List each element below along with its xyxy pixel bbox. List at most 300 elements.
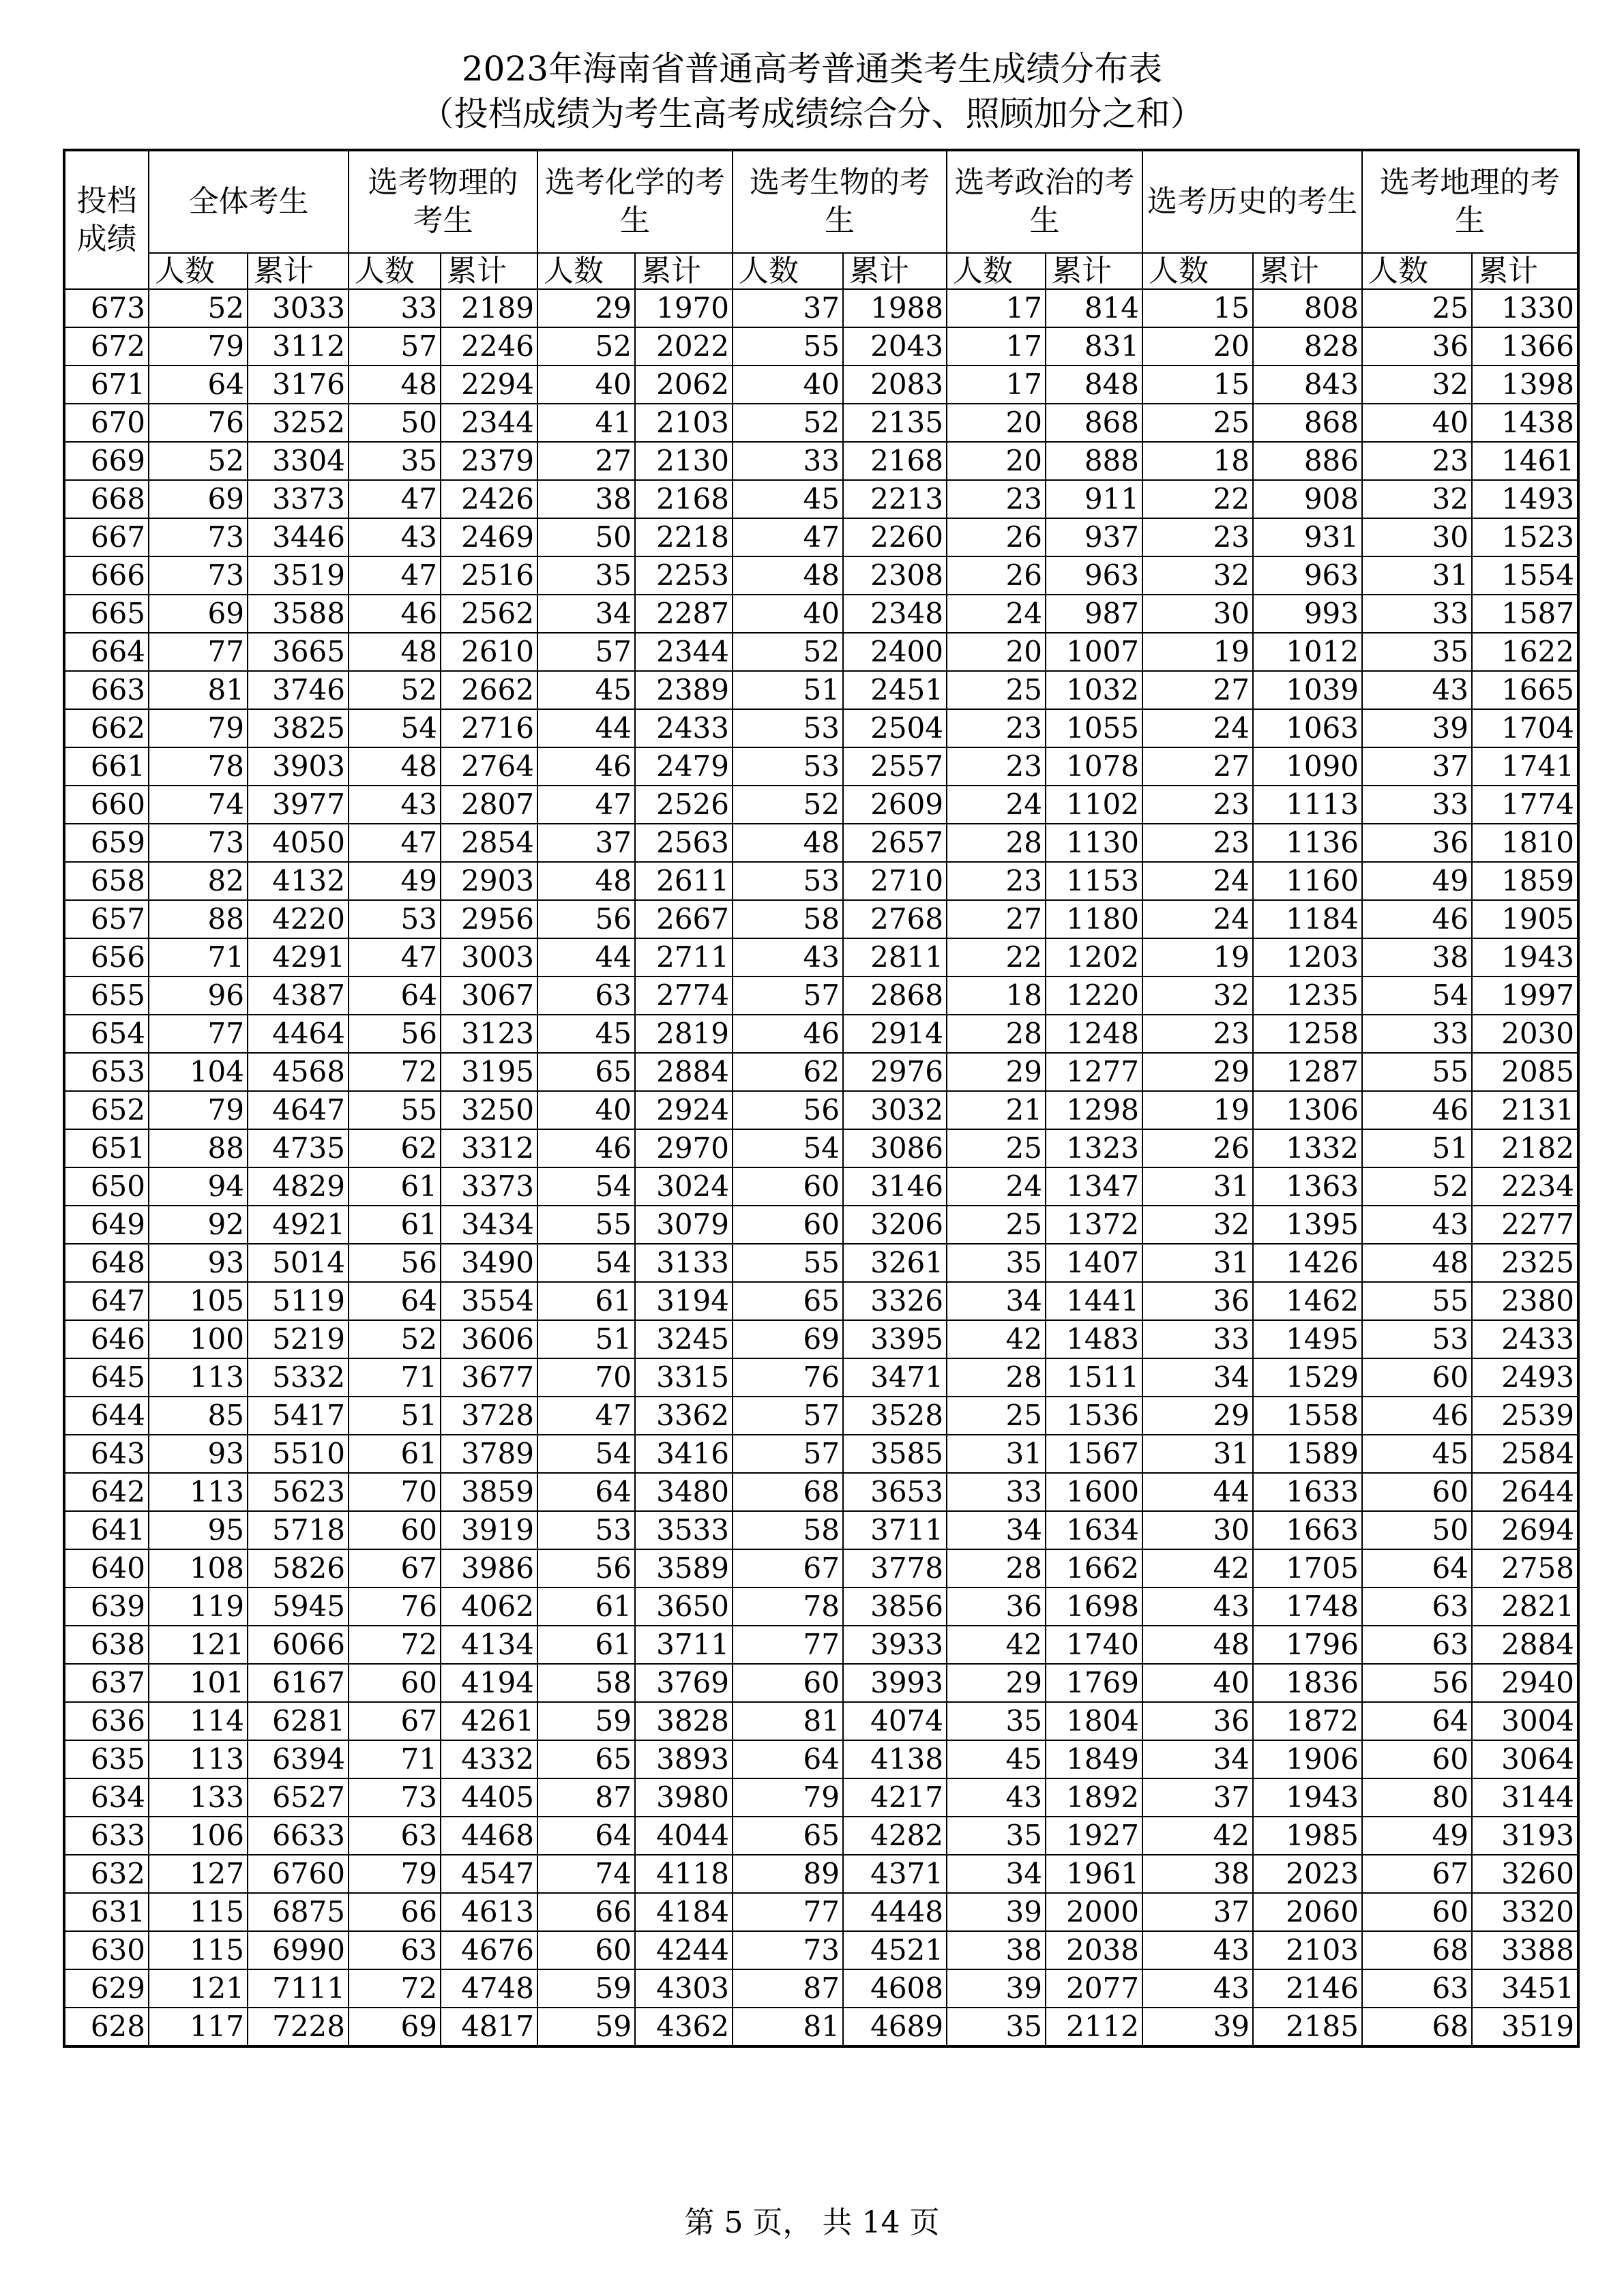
count-cell: 77 bbox=[733, 1893, 843, 1931]
count-cell: 61 bbox=[349, 1435, 441, 1473]
score-cell: 645 bbox=[64, 1358, 149, 1397]
count-cell: 20 bbox=[947, 442, 1046, 480]
count-cell: 54 bbox=[537, 1244, 635, 1282]
table-row bbox=[64, 1015, 1578, 1053]
cumulative-cell: 3245 bbox=[635, 1320, 733, 1358]
count-cell: 36 bbox=[947, 1587, 1046, 1626]
count-cell: 55 bbox=[1362, 1282, 1472, 1320]
count-cell: 70 bbox=[349, 1473, 441, 1511]
count-cell: 40 bbox=[1362, 404, 1472, 442]
count-cell: 55 bbox=[1362, 1053, 1472, 1091]
count-cell: 63 bbox=[349, 1931, 441, 1969]
cumulative-cell: 1796 bbox=[1253, 1626, 1362, 1664]
count-cell: 47 bbox=[537, 1397, 635, 1435]
count-cell: 127 bbox=[149, 1855, 248, 1893]
count-cell: 34 bbox=[537, 595, 635, 633]
cumulative-cell: 2774 bbox=[635, 976, 733, 1015]
score-cell: 635 bbox=[64, 1740, 149, 1778]
count-cell: 51 bbox=[349, 1397, 441, 1435]
cumulative-cell: 1600 bbox=[1046, 1473, 1142, 1511]
score-cell: 636 bbox=[64, 1702, 149, 1740]
table-row bbox=[64, 1282, 1578, 1320]
score-cell: 655 bbox=[64, 976, 149, 1015]
table-row bbox=[64, 595, 1578, 633]
cumulative-cell: 2662 bbox=[441, 671, 537, 709]
cumulative-cell: 3789 bbox=[441, 1435, 537, 1473]
table-body bbox=[64, 289, 1578, 2046]
cumulative-cell: 908 bbox=[1253, 480, 1362, 518]
cumulative-cell: 7228 bbox=[248, 2008, 349, 2046]
count-cell: 79 bbox=[149, 709, 248, 747]
score-cell: 654 bbox=[64, 1015, 149, 1053]
table-row bbox=[64, 938, 1578, 976]
cumulative-cell: 911 bbox=[1046, 480, 1142, 518]
cumulative-cell: 993 bbox=[1253, 595, 1362, 633]
score-cell: 640 bbox=[64, 1549, 149, 1587]
cumulative-cell: 2348 bbox=[843, 595, 947, 633]
cumulative-cell: 1558 bbox=[1253, 1397, 1362, 1435]
count-cell: 45 bbox=[733, 480, 843, 518]
table-row bbox=[64, 1091, 1578, 1129]
score-cell: 656 bbox=[64, 938, 149, 976]
count-cell: 113 bbox=[149, 1740, 248, 1778]
count-cell: 92 bbox=[149, 1206, 248, 1244]
count-cell: 23 bbox=[947, 862, 1046, 900]
count-cell: 46 bbox=[1362, 1397, 1472, 1435]
score-cell: 660 bbox=[64, 786, 149, 824]
count-cell: 42 bbox=[1142, 1549, 1253, 1587]
cumulative-cell: 3146 bbox=[843, 1167, 947, 1206]
group-header-label: 选考历史的考生 bbox=[1147, 184, 1357, 219]
cumulative-cell: 814 bbox=[1046, 289, 1142, 327]
table-row bbox=[64, 786, 1578, 824]
count-cell: 29 bbox=[947, 1053, 1046, 1091]
cumulative-cell: 1130 bbox=[1046, 824, 1142, 862]
cumulative-cell: 1363 bbox=[1253, 1167, 1362, 1206]
count-cell: 96 bbox=[149, 976, 248, 1015]
table-row bbox=[64, 1206, 1578, 1244]
cumulative-cell: 2479 bbox=[635, 747, 733, 786]
count-cell: 24 bbox=[1142, 900, 1253, 938]
cumulative-cell: 2940 bbox=[1472, 1664, 1578, 1702]
cumulative-cell: 2970 bbox=[635, 1129, 733, 1167]
score-cell: 669 bbox=[64, 442, 149, 480]
count-cell: 57 bbox=[733, 1397, 843, 1435]
count-cell: 67 bbox=[733, 1549, 843, 1587]
cumulative-cell: 1202 bbox=[1046, 938, 1142, 976]
cumulative-cell: 1347 bbox=[1046, 1167, 1142, 1206]
count-cell: 30 bbox=[1142, 595, 1253, 633]
cumulative-cell: 1859 bbox=[1472, 862, 1578, 900]
cumulative-cell: 2112 bbox=[1046, 2008, 1142, 2046]
count-cell: 55 bbox=[349, 1091, 441, 1129]
count-cell: 115 bbox=[149, 1893, 248, 1931]
count-cell: 28 bbox=[947, 1015, 1046, 1053]
count-cell: 52 bbox=[149, 442, 248, 480]
cumulative-cell: 3416 bbox=[635, 1435, 733, 1473]
cumulative-cell: 3086 bbox=[843, 1129, 947, 1167]
count-cell: 43 bbox=[1362, 1206, 1472, 1244]
count-cell: 23 bbox=[1142, 518, 1253, 556]
table-row bbox=[64, 1626, 1578, 1664]
count-cell: 60 bbox=[537, 1931, 635, 1969]
count-cell: 40 bbox=[733, 366, 843, 404]
cumulative-cell: 3903 bbox=[248, 747, 349, 786]
cumulative-cell: 3665 bbox=[248, 633, 349, 671]
count-cell: 35 bbox=[349, 442, 441, 480]
cumulative-cell: 3252 bbox=[248, 404, 349, 442]
cumulative-cell: 1741 bbox=[1472, 747, 1578, 786]
group-header-label: 选考政治的考生 bbox=[954, 165, 1135, 238]
count-cell: 77 bbox=[149, 633, 248, 671]
cumulative-cell: 4608 bbox=[843, 1969, 947, 2008]
count-cell: 79 bbox=[733, 1778, 843, 1817]
cumulative-cell: 1567 bbox=[1046, 1435, 1142, 1473]
cumulative-cell: 1662 bbox=[1046, 1549, 1142, 1587]
score-distribution-table bbox=[63, 149, 1580, 2048]
cumulative-cell: 4044 bbox=[635, 1817, 733, 1855]
cumulative-cell: 2344 bbox=[441, 404, 537, 442]
cumulative-cell: 2884 bbox=[1472, 1626, 1578, 1664]
cumulative-cell: 1943 bbox=[1472, 938, 1578, 976]
count-cell: 61 bbox=[537, 1587, 635, 1626]
cumulative-cell: 1407 bbox=[1046, 1244, 1142, 1282]
cumulative-cell: 2610 bbox=[441, 633, 537, 671]
group-header-label: 选考物理的考生 bbox=[368, 165, 518, 238]
count-cell: 26 bbox=[947, 518, 1046, 556]
cumulative-cell: 1203 bbox=[1253, 938, 1362, 976]
count-cell: 32 bbox=[1362, 366, 1472, 404]
score-cell: 638 bbox=[64, 1626, 149, 1664]
cumulative-cell: 2218 bbox=[635, 518, 733, 556]
count-cell: 64 bbox=[1362, 1702, 1472, 1740]
cumulative-cell: 4817 bbox=[441, 2008, 537, 2046]
cumulative-cell: 1113 bbox=[1253, 786, 1362, 824]
cumulative-cell: 1039 bbox=[1253, 671, 1362, 709]
cumulative-cell: 963 bbox=[1253, 556, 1362, 595]
cumulative-cell: 868 bbox=[1253, 404, 1362, 442]
score-cell: 664 bbox=[64, 633, 149, 671]
cumulative-cell: 3778 bbox=[843, 1549, 947, 1587]
cumulative-cell: 5510 bbox=[248, 1435, 349, 1473]
cumulative-cell: 3033 bbox=[248, 289, 349, 327]
cumulative-cell: 3304 bbox=[248, 442, 349, 480]
cumulative-cell: 2451 bbox=[843, 671, 947, 709]
cumulative-cell: 2526 bbox=[635, 786, 733, 824]
count-cell: 119 bbox=[149, 1587, 248, 1626]
cumulative-cell: 1511 bbox=[1046, 1358, 1142, 1397]
count-cell: 58 bbox=[733, 900, 843, 938]
cumulative-cell: 3828 bbox=[635, 1702, 733, 1740]
cumulative-cell: 1153 bbox=[1046, 862, 1142, 900]
count-cell: 73 bbox=[149, 556, 248, 595]
cumulative-cell: 3004 bbox=[1472, 1702, 1578, 1740]
cumulative-cell: 4547 bbox=[441, 1855, 537, 1893]
cumulative-cell: 3585 bbox=[843, 1435, 947, 1473]
count-subheader: 人数 bbox=[733, 253, 843, 289]
count-cell: 63 bbox=[1362, 1587, 1472, 1626]
count-cell: 29 bbox=[947, 1664, 1046, 1702]
table-row bbox=[64, 671, 1578, 709]
count-cell: 53 bbox=[733, 709, 843, 747]
table-row bbox=[64, 1473, 1578, 1511]
cumulative-cell: 3728 bbox=[441, 1397, 537, 1435]
count-cell: 44 bbox=[537, 938, 635, 976]
count-cell: 23 bbox=[947, 709, 1046, 747]
cumulative-cell: 5119 bbox=[248, 1282, 349, 1320]
count-cell: 64 bbox=[349, 976, 441, 1015]
table-row bbox=[64, 1129, 1578, 1167]
count-cell: 27 bbox=[1142, 671, 1253, 709]
count-cell: 72 bbox=[349, 1053, 441, 1091]
count-cell: 56 bbox=[349, 1015, 441, 1053]
count-cell: 46 bbox=[1362, 900, 1472, 938]
table-row bbox=[64, 1969, 1578, 2008]
cumulative-cell: 2325 bbox=[1472, 1244, 1578, 1282]
count-cell: 20 bbox=[1142, 327, 1253, 366]
cumulative-cell: 2768 bbox=[843, 900, 947, 938]
cumulative-cell: 1298 bbox=[1046, 1091, 1142, 1129]
count-cell: 49 bbox=[349, 862, 441, 900]
count-cell: 100 bbox=[149, 1320, 248, 1358]
table-row bbox=[64, 442, 1578, 480]
count-cell: 69 bbox=[149, 480, 248, 518]
score-cell: 651 bbox=[64, 1129, 149, 1167]
cumulative-cell: 828 bbox=[1253, 327, 1362, 366]
count-cell: 108 bbox=[149, 1549, 248, 1587]
cumulative-cell: 2182 bbox=[1472, 1129, 1578, 1167]
count-cell: 79 bbox=[149, 327, 248, 366]
count-cell: 64 bbox=[149, 366, 248, 404]
cumulative-cell: 2085 bbox=[1472, 1053, 1578, 1091]
count-cell: 57 bbox=[537, 633, 635, 671]
cumulative-cell: 1235 bbox=[1253, 976, 1362, 1015]
cumulative-cell: 3320 bbox=[1472, 1893, 1578, 1931]
count-cell: 30 bbox=[1142, 1511, 1253, 1549]
cumulative-cell: 3746 bbox=[248, 671, 349, 709]
count-cell: 77 bbox=[149, 1015, 248, 1053]
cumulative-cell: 2711 bbox=[635, 938, 733, 976]
cumulative-cell: 4468 bbox=[441, 1817, 537, 1855]
cumulative-cell: 4676 bbox=[441, 1931, 537, 1969]
count-cell: 121 bbox=[149, 1626, 248, 1664]
count-cell: 41 bbox=[537, 404, 635, 442]
cumulative-subheader: 累计 bbox=[635, 253, 733, 289]
cumulative-cell: 4217 bbox=[843, 1778, 947, 1817]
group-header bbox=[149, 150, 349, 253]
count-cell: 33 bbox=[947, 1473, 1046, 1511]
count-cell: 18 bbox=[947, 976, 1046, 1015]
cumulative-cell: 3451 bbox=[1472, 1969, 1578, 2008]
count-cell: 61 bbox=[349, 1206, 441, 1244]
cumulative-cell: 4748 bbox=[441, 1969, 537, 2008]
cumulative-cell: 2294 bbox=[441, 366, 537, 404]
cumulative-cell: 5718 bbox=[248, 1511, 349, 1549]
count-cell: 65 bbox=[733, 1817, 843, 1855]
cumulative-cell: 4647 bbox=[248, 1091, 349, 1129]
count-cell: 78 bbox=[149, 747, 248, 786]
cumulative-cell: 888 bbox=[1046, 442, 1142, 480]
count-cell: 25 bbox=[947, 1397, 1046, 1435]
cumulative-cell: 1330 bbox=[1472, 289, 1578, 327]
count-cell: 66 bbox=[537, 1893, 635, 1931]
count-cell: 74 bbox=[537, 1855, 635, 1893]
count-cell: 67 bbox=[349, 1549, 441, 1587]
cumulative-cell: 2277 bbox=[1472, 1206, 1578, 1244]
cumulative-cell: 1906 bbox=[1253, 1740, 1362, 1778]
cumulative-cell: 3993 bbox=[843, 1664, 947, 1702]
cumulative-cell: 2644 bbox=[1472, 1473, 1578, 1511]
cumulative-cell: 2260 bbox=[843, 518, 947, 556]
table-row bbox=[64, 1435, 1578, 1473]
score-cell: 663 bbox=[64, 671, 149, 709]
cumulative-cell: 4448 bbox=[843, 1893, 947, 1931]
count-cell: 47 bbox=[349, 556, 441, 595]
page-footer bbox=[0, 2203, 1624, 2243]
count-cell: 42 bbox=[1142, 1817, 1253, 1855]
cumulative-cell: 3653 bbox=[843, 1473, 947, 1511]
count-cell: 43 bbox=[1362, 671, 1472, 709]
count-cell: 81 bbox=[733, 1702, 843, 1740]
count-cell: 63 bbox=[1362, 1626, 1472, 1664]
count-cell: 52 bbox=[733, 786, 843, 824]
cumulative-cell: 3711 bbox=[635, 1626, 733, 1664]
table-row bbox=[64, 1587, 1578, 1626]
score-cell: 666 bbox=[64, 556, 149, 595]
count-cell: 69 bbox=[149, 595, 248, 633]
cumulative-cell: 1529 bbox=[1253, 1358, 1362, 1397]
cumulative-cell: 3373 bbox=[248, 480, 349, 518]
cumulative-cell: 6990 bbox=[248, 1931, 349, 1969]
cumulative-cell: 2433 bbox=[635, 709, 733, 747]
count-cell: 35 bbox=[947, 1817, 1046, 1855]
cumulative-cell: 3067 bbox=[441, 976, 537, 1015]
count-cell: 52 bbox=[733, 633, 843, 671]
cumulative-cell: 1366 bbox=[1472, 327, 1578, 366]
table-row bbox=[64, 1740, 1578, 1778]
cumulative-cell: 3024 bbox=[635, 1167, 733, 1206]
count-cell: 57 bbox=[733, 976, 843, 1015]
count-cell: 93 bbox=[149, 1435, 248, 1473]
cumulative-cell: 4282 bbox=[843, 1817, 947, 1855]
cumulative-cell: 5945 bbox=[248, 1587, 349, 1626]
count-cell: 114 bbox=[149, 1702, 248, 1740]
cumulative-cell: 808 bbox=[1253, 289, 1362, 327]
count-cell: 53 bbox=[733, 862, 843, 900]
count-cell: 33 bbox=[349, 289, 441, 327]
count-cell: 38 bbox=[947, 1931, 1046, 1969]
cumulative-cell: 2764 bbox=[441, 747, 537, 786]
cumulative-cell: 3250 bbox=[441, 1091, 537, 1129]
score-cell: 641 bbox=[64, 1511, 149, 1549]
cumulative-cell: 2657 bbox=[843, 824, 947, 862]
cumulative-cell: 4829 bbox=[248, 1167, 349, 1206]
count-cell: 52 bbox=[733, 404, 843, 442]
table-row bbox=[64, 1320, 1578, 1358]
cumulative-cell: 3986 bbox=[441, 1549, 537, 1587]
cumulative-cell: 1493 bbox=[1472, 480, 1578, 518]
count-cell: 48 bbox=[1142, 1626, 1253, 1664]
count-cell: 18 bbox=[1142, 442, 1253, 480]
score-cell: 673 bbox=[64, 289, 149, 327]
table-row bbox=[64, 1167, 1578, 1206]
count-cell: 52 bbox=[537, 327, 635, 366]
score-cell: 634 bbox=[64, 1778, 149, 1817]
cumulative-cell: 1248 bbox=[1046, 1015, 1142, 1053]
count-cell: 106 bbox=[149, 1817, 248, 1855]
count-cell: 24 bbox=[1142, 709, 1253, 747]
cumulative-cell: 4074 bbox=[843, 1702, 947, 1740]
count-cell: 37 bbox=[1142, 1778, 1253, 1817]
count-cell: 19 bbox=[1142, 938, 1253, 976]
count-cell: 105 bbox=[149, 1282, 248, 1320]
count-cell: 69 bbox=[733, 1320, 843, 1358]
count-cell: 33 bbox=[1362, 786, 1472, 824]
cumulative-cell: 3471 bbox=[843, 1358, 947, 1397]
cumulative-cell: 3206 bbox=[843, 1206, 947, 1244]
cumulative-cell: 3032 bbox=[843, 1091, 947, 1129]
cumulative-cell: 1462 bbox=[1253, 1282, 1362, 1320]
count-cell: 23 bbox=[947, 480, 1046, 518]
cumulative-cell: 1090 bbox=[1253, 747, 1362, 786]
score-cell: 671 bbox=[64, 366, 149, 404]
cumulative-cell: 4362 bbox=[635, 2008, 733, 2046]
cumulative-cell: 2611 bbox=[635, 862, 733, 900]
group-header bbox=[349, 150, 537, 253]
cumulative-cell: 3434 bbox=[441, 1206, 537, 1244]
cumulative-cell: 1536 bbox=[1046, 1397, 1142, 1435]
cumulative-cell: 2389 bbox=[635, 671, 733, 709]
cumulative-cell: 1523 bbox=[1472, 518, 1578, 556]
cumulative-cell: 4118 bbox=[635, 1855, 733, 1893]
cumulative-cell: 2103 bbox=[1253, 1931, 1362, 1969]
cumulative-cell: 2758 bbox=[1472, 1549, 1578, 1587]
count-cell: 40 bbox=[537, 366, 635, 404]
count-cell: 60 bbox=[733, 1206, 843, 1244]
count-cell: 133 bbox=[149, 1778, 248, 1817]
table-row bbox=[64, 366, 1578, 404]
cumulative-cell: 4613 bbox=[441, 1893, 537, 1931]
count-cell: 21 bbox=[947, 1091, 1046, 1129]
cumulative-cell: 5623 bbox=[248, 1473, 349, 1511]
count-cell: 64 bbox=[733, 1740, 843, 1778]
count-subheader: 人数 bbox=[1362, 253, 1472, 289]
count-cell: 69 bbox=[349, 2008, 441, 2046]
count-cell: 53 bbox=[537, 1511, 635, 1549]
cumulative-cell: 3260 bbox=[1472, 1855, 1578, 1893]
count-cell: 40 bbox=[733, 595, 843, 633]
count-cell: 48 bbox=[1362, 1244, 1472, 1282]
page-title: 2023年海南省普通高考普通类考生成绩分布表 bbox=[461, 49, 1163, 89]
count-cell: 20 bbox=[947, 404, 1046, 442]
count-cell: 54 bbox=[1362, 976, 1472, 1015]
count-cell: 28 bbox=[947, 1549, 1046, 1587]
cumulative-cell: 6760 bbox=[248, 1855, 349, 1893]
cumulative-cell: 2807 bbox=[441, 786, 537, 824]
count-cell: 51 bbox=[537, 1320, 635, 1358]
cumulative-subheader: 累计 bbox=[1253, 253, 1362, 289]
score-cell: 628 bbox=[64, 2008, 149, 2046]
cumulative-cell: 2287 bbox=[635, 595, 733, 633]
cumulative-cell: 2504 bbox=[843, 709, 947, 747]
group-header-label: 选考地理的考生 bbox=[1380, 165, 1560, 238]
count-cell: 43 bbox=[947, 1778, 1046, 1817]
count-cell: 32 bbox=[1362, 480, 1472, 518]
score-cell: 643 bbox=[64, 1435, 149, 1473]
table-row bbox=[64, 1358, 1578, 1397]
cumulative-cell: 6394 bbox=[248, 1740, 349, 1778]
cumulative-cell: 4244 bbox=[635, 1931, 733, 1969]
